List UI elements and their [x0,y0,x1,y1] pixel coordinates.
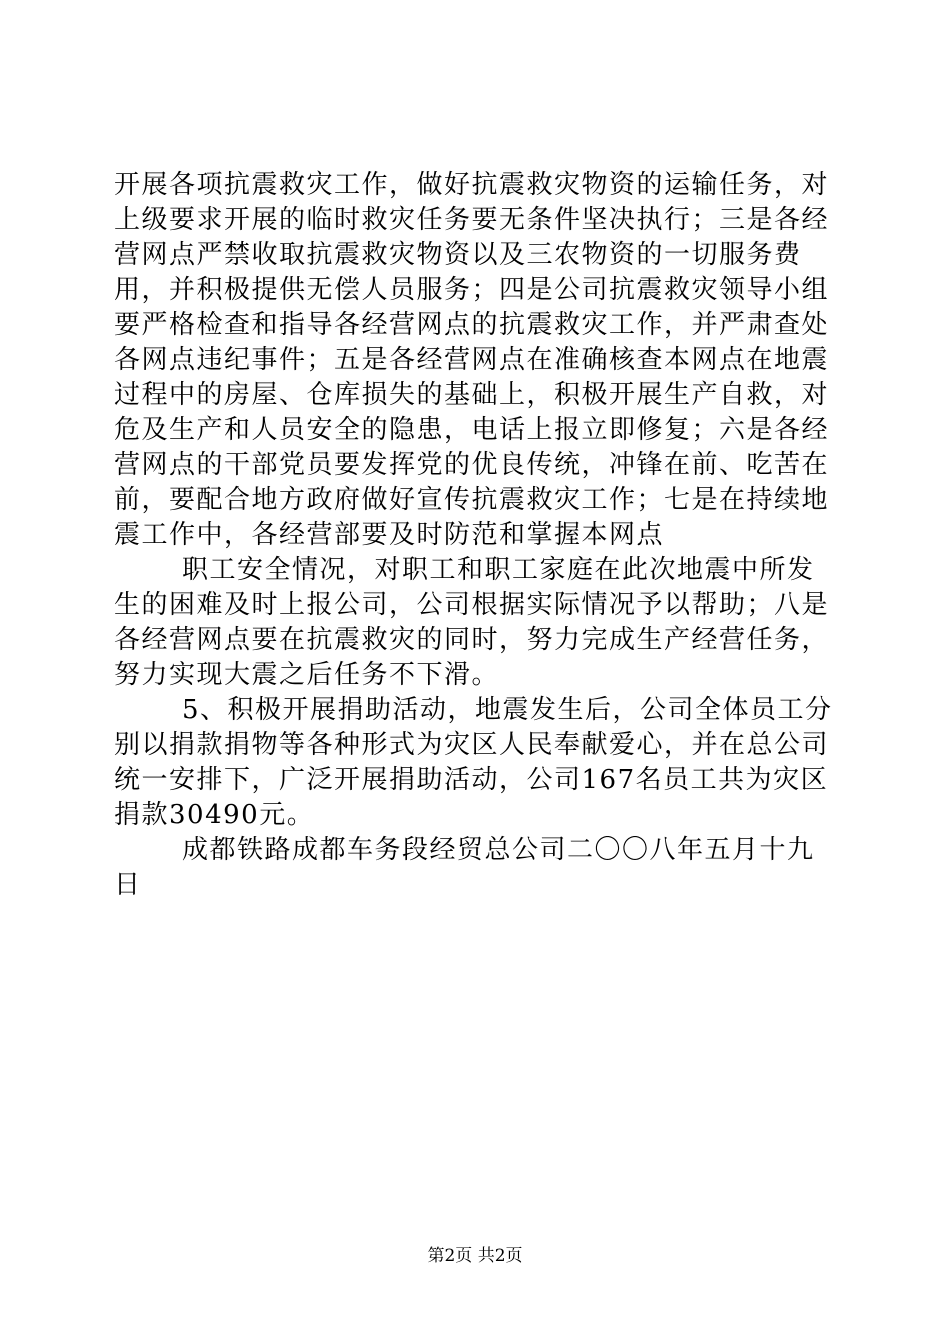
paragraph-relief-tasks: 开展各项抗震救灾工作，做好抗震救灾物资的运输任务，对上级要求开展的临时救灾任务要无条件坚决执行；三是各经营网点严禁收取抗震救灾物资以及三农物资的一切服务费用，并积极提供无偿人员服务；四是公司抗震救灾领导小组要严格检查和指导各经营网点的抗震救灾工作，并严肃查处各网点违纪事件；五是各经营网点在准确核查本网点在地震过程中的房屋、仓库损失的基础上，积极开展生产自救，对危及生产和人员安全的隐患，电话上报立即修复；六是各经营网点的干部党员要发挥党的优良传统，冲锋在前、吃苦在前，要配合地方政府做好宣传抗震救灾工作；七是在持续地震工作中，各经营部要及时防范和掌握本网点 [114,170,830,550]
signature-line: 成都铁路成都车务段经贸总公司二〇〇八年五月十九日 [114,835,815,900]
document-body [114,168,834,903]
paragraph-donations: 5、积极开展捐助活动，地震发生后，公司全体员工分别以捐款捐物等各种形式为灾区人民奉献爱心，并在总公司统一安排下，广泛开展捐助活动，公司167名员工共为灾区捐款30490元。 [114,695,833,830]
page-number-footer: 第2页 共2页 [427,1246,523,1266]
paragraph-staff-safety: 职工安全情况，对职工和职工家庭在此次地震中所发生的困难及时上报公司，公司根据实际情况予以帮助；八是各经营网点要在抗震救灾的同时，努力完成生产经营任务，努力实现大震之后任务不下滑。 [114,555,830,690]
